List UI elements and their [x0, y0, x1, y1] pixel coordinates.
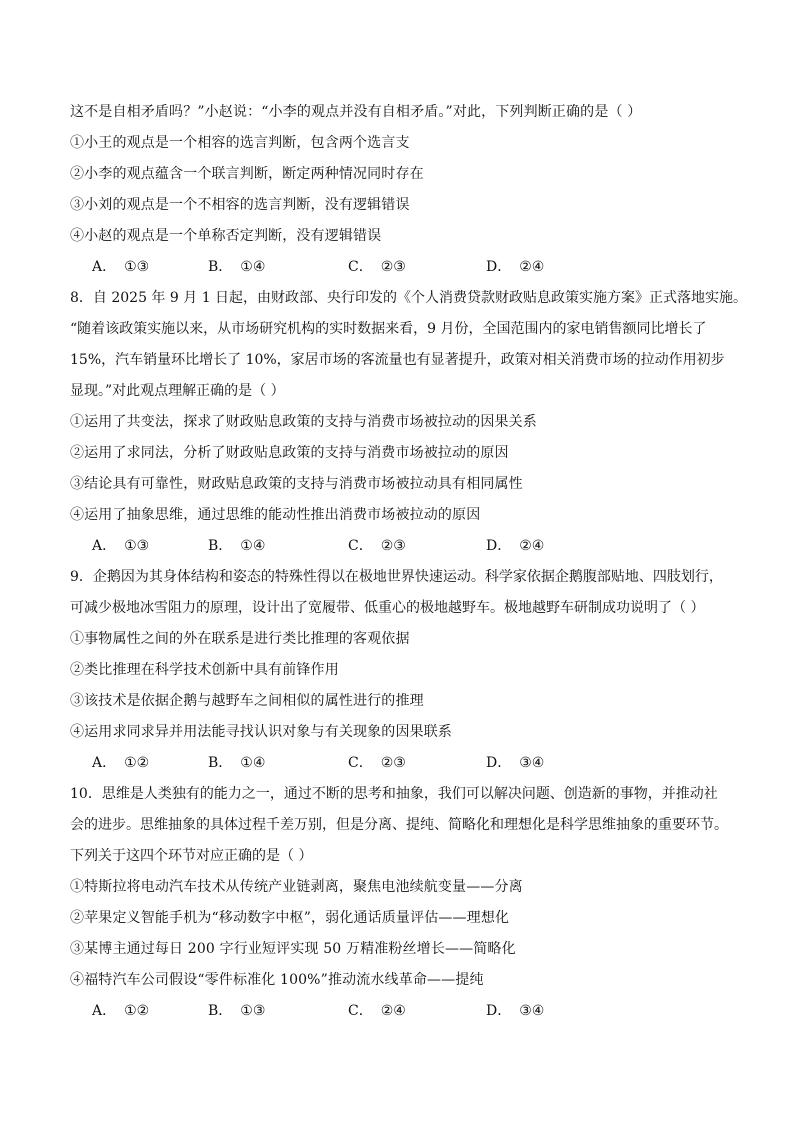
- question-stem-line: 10．思维是人类独有的能力之一，通过不断的思考和抽象，我们可以解决问题、创造新的事物，并推动社: [70, 786, 718, 802]
- option-c[interactable]: C． ②④: [348, 1003, 406, 1019]
- statement-4: ④福特汽车公司假设“零件标准化 100%”推动流水线革命——提纯: [70, 972, 484, 988]
- option-c[interactable]: C． ②③: [348, 259, 406, 275]
- statement-3: ③结论具有可靠性，财政贴息政策的支持与消费市场被拉动具有相同属性: [70, 476, 523, 492]
- question-8: [70, 287, 748, 566]
- option-b[interactable]: B． ①③: [208, 1003, 266, 1019]
- question-stem-line: 8．自 2025 年 9 月 1 日起，由财政部、央行印发的《个人消费贷款财政贴息政策实施方案》正式落地实施。: [70, 290, 748, 306]
- option-a[interactable]: A． ①③: [92, 259, 150, 275]
- statement-3: ③某博主通过每日 200 字行业短评实现 50 万精准粉丝增长——简略化: [70, 941, 516, 957]
- question-9: [70, 566, 730, 783]
- answer-options: [70, 535, 730, 566]
- option-a[interactable]: A． ①②: [92, 1003, 150, 1019]
- question-stem-line: “随着该政策实施以来，从市场研究机构的实时数据来看，9 月份，全国范围内的家电销售额同比增长了: [70, 321, 707, 337]
- question-stem-line: 15%，汽车销量环比增长了 10%，家居市场的客流量也有显著提升，政策对相关消费市场的拉动作用初步: [70, 352, 725, 368]
- statement-1: ①小王的观点是一个相容的选言判断，包含两个选言支: [70, 135, 410, 151]
- option-c[interactable]: C． ②③: [348, 755, 406, 771]
- statement-2: ②类比推理在科学技术创新中具有前锋作用: [70, 662, 339, 678]
- exam-page: [70, 101, 748, 1031]
- statement-1: ①事物属性之间的外在联系是进行类比推理的客观依据: [70, 631, 410, 647]
- option-a[interactable]: A． ①②: [92, 755, 150, 771]
- question-10: [70, 783, 730, 1031]
- statement-2: ②苹果定义智能手机为“移动数字中枢”，弱化通话质量评估——理想化: [70, 910, 510, 926]
- option-a[interactable]: A． ①③: [92, 538, 150, 554]
- answer-options: [70, 752, 730, 783]
- question-stem-line: 可减少极地冰雪阻力的原理，设计出了宽履带、低重心的极地越野车。极地越野车研制成功说明了（ ）: [70, 600, 705, 616]
- question-stem-line: 下列关于这四个环节对应正确的是（ ）: [70, 848, 313, 864]
- question-stem-line: 会的进步。思维抽象的具体过程千差万别，但是分离、提纯、简略化和理想化是科学思维抽象的重要环节。: [70, 817, 728, 833]
- statement-1: ①特斯拉将电动汽车技术从传统产业链剥离，聚焦电池续航变量——分离: [70, 879, 523, 895]
- option-c[interactable]: C． ②③: [348, 538, 406, 554]
- answer-options: [70, 1000, 730, 1031]
- answer-options: [70, 256, 730, 287]
- statement-4: ④运用了抽象思维，通过思维的能动性推出消费市场被拉动的原因: [70, 507, 481, 523]
- statement-4: ④运用求同求异并用法能寻找认识对象与有关现象的因果联系: [70, 724, 453, 740]
- question-stem-line: 这不是自相矛盾吗？”小赵说：“小李的观点并没有自相矛盾。”对此，下列判断正确的是（ ）: [70, 104, 642, 120]
- statement-1: ①运用了共变法，探求了财政贴息政策的支持与消费市场被拉动的因果关系: [70, 414, 537, 430]
- option-d[interactable]: D． ③④: [486, 755, 545, 771]
- statement-4: ④小赵的观点是一个单称否定判断，没有逻辑错误: [70, 228, 382, 244]
- statement-2: ②小李的观点蕴含一个联言判断，断定两种情况同时存在: [70, 166, 424, 182]
- question-stem-line: 9．企鹅因为其身体结构和姿态的特殊性得以在极地世界快速运动。科学家依据企鹅腹部贴地、四肢划行，: [70, 569, 723, 585]
- option-d[interactable]: D． ③④: [486, 1003, 545, 1019]
- question-stem-line: 显现。”对此观点理解正确的是（ ）: [70, 383, 285, 399]
- option-b[interactable]: B． ①④: [208, 259, 266, 275]
- question-7-continuation: [70, 101, 730, 287]
- statement-3: ③该技术是依据企鹅与越野车之间相似的属性进行的推理: [70, 693, 424, 709]
- statement-3: ③小刘的观点是一个不相容的选言判断，没有逻辑错误: [70, 197, 410, 213]
- option-b[interactable]: B． ①④: [208, 538, 266, 554]
- option-b[interactable]: B． ①④: [208, 755, 266, 771]
- option-d[interactable]: D． ②④: [486, 259, 545, 275]
- option-d[interactable]: D． ②④: [486, 538, 545, 554]
- statement-2: ②运用了求同法，分析了财政贴息政策的支持与消费市场被拉动的原因: [70, 445, 509, 461]
